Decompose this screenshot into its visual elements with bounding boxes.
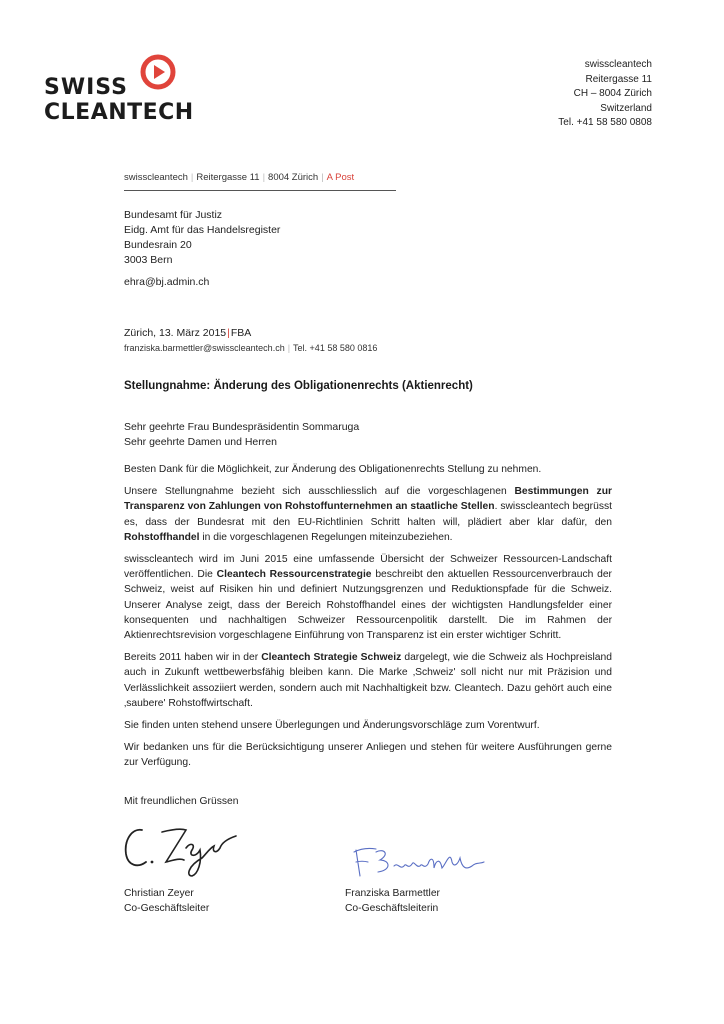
sender-street: Reitergasse 11 [585, 73, 652, 85]
recipient-line-4: 3003 Bern [124, 254, 173, 266]
logo-line-1: SWISS [44, 75, 128, 100]
sender-country: Switzerland [600, 102, 652, 114]
salutation-line-2: Sehr geehrte Damen und Herren [124, 436, 277, 448]
text: Bereits 2011 haben wir in der [124, 652, 262, 664]
signer-2 [345, 886, 440, 916]
text: . swisscleantech begrüsst es, dass der Bundesrat mit den EU-Richtlinien Schritt halten will, plädiert aber klar dafür, den [124, 501, 612, 528]
sender-name: swisscleantech [584, 59, 652, 70]
company-logo [44, 54, 194, 134]
return-address-line [124, 172, 354, 183]
text: dargelegt, wie die Schweiz als Hochpreisland auch in Zukunft wettbewerbsfähig bleiben kann. Die Marke ‚Schweiz' soll nicht nur mit Präzision und Verlässlichkeit assoziiert werden, sondern auch mit Nachhaltigkeit bzw. Cleantech. Dazu gehört auch eine ‚saubere' Rohstoffwirtschaft. [124, 652, 612, 709]
contact-phone: Tel. +41 58 580 0816 [293, 343, 378, 353]
emphasis: Rohstoffhandel [124, 531, 200, 543]
text: beschreibt den aktuellen Ressourcenverbrauch der Schweiz, weist auf Risiken hin und definiert Nutzungsgrenzen und Reduktionspfade für die Schweiz. Unserer Analyse zeigt, dass der Bereich Rohstoffhandel eines der wichtigsten Handlungsfelder einer konsequenten und nachhaltigen Schweizer Ressourcenpolitik darstellt. Die im Rahmen der Aktienrechtsrevision vorgeschlagene Einführung von Transparenz ist ein erster wichtiger Schritt. [124, 569, 612, 642]
separator: | [321, 172, 324, 183]
separator: | [287, 343, 291, 353]
salutation-line-1: Sehr geehrte Frau Bundespräsidentin Sommaruga [124, 421, 360, 433]
text: swisscleantech wird im Juni 2015 eine umfassende Übersicht der Schweizer Ressourcen-Landschaft veröffentlichen. Die [124, 554, 612, 581]
signature-barmettler [350, 840, 490, 880]
paragraph-5: Sie finden unten stehend unsere Überlegungen und Änderungsvorschläge zum Vorentwurf. [124, 720, 540, 732]
date-line [124, 327, 251, 339]
return-city: 8004 Zürich [268, 172, 319, 183]
closing: Mit freundlichen Grüssen [124, 796, 239, 807]
contact-email: franziska.barmettler@swisscleantech.ch [124, 343, 285, 353]
salutation [124, 420, 359, 450]
signer-2-role: Co-Geschäftsleiterin [345, 903, 439, 914]
recipient-address [124, 208, 280, 268]
paragraph-4 [124, 650, 612, 711]
signer-1-role: Co-Geschäftsleiter [124, 903, 210, 914]
recipient-line-2: Eidg. Amt für das Handelsregister [124, 224, 281, 236]
signer-1 [124, 886, 209, 916]
address-divider [124, 190, 396, 191]
return-street: Reitergasse 11 [196, 172, 260, 183]
emphasis: Cleantech Strategie Schweiz [261, 652, 402, 664]
recipient-line-1: Bundesamt für Justiz [124, 209, 223, 221]
sender-city: CH – 8004 Zürich [573, 88, 652, 100]
emphasis: Bestimmungen zur Transparenz von Zahlungen von Rohstoffunternehmen an staatliche Stellen [124, 486, 612, 513]
signer-2-name: Franziska Barmettler [345, 888, 440, 899]
paragraph-6: Wir bedanken uns für die Berücksichtigung unserer Anliegen und stehen für weitere Ausführungen gerne zur Verfügung. [124, 742, 612, 769]
paragraph-2 [124, 484, 612, 545]
paragraph-1: Besten Dank für die Möglichkeit, zur Änderung des Obligationenrechts Stellung zu nehmen. [124, 464, 542, 475]
logo-line-2: CLEANTECH [44, 100, 194, 125]
emphasis: Cleantech Ressourcenstrategie [216, 569, 372, 581]
subject-label: Stellungnahme: [124, 380, 211, 392]
author-initials: FBA [230, 327, 252, 339]
letter-body [124, 462, 612, 778]
recipient-email: ehra@bj.admin.ch [124, 276, 210, 288]
recipient-line-3: Bundesrain 20 [124, 239, 192, 251]
separator: | [227, 327, 230, 339]
text: in die vorgeschlagenen Regelungen miteinzubeziehen. [199, 531, 453, 543]
contact-line [124, 343, 377, 353]
place-date: Zürich, 13. März 2015 [124, 327, 227, 339]
play-circle-icon [140, 54, 176, 90]
subject-title: Änderung des Obligationenrechts (Aktienrecht) [213, 380, 473, 392]
paragraph-3 [124, 552, 612, 643]
signature-zeyer [122, 818, 242, 880]
separator: | [262, 172, 266, 183]
subject-line [124, 380, 473, 392]
sender-address [558, 58, 652, 131]
text: Unsere Stellungnahme bezieht sich ausschliesslich auf die vorgeschlagenen [124, 486, 515, 498]
return-org: swisscleantech [124, 172, 188, 183]
separator: | [190, 172, 194, 183]
signer-1-name: Christian Zeyer [124, 888, 194, 899]
delivery-type: A Post [326, 172, 355, 183]
sender-phone: Tel. +41 58 580 0808 [558, 117, 652, 129]
